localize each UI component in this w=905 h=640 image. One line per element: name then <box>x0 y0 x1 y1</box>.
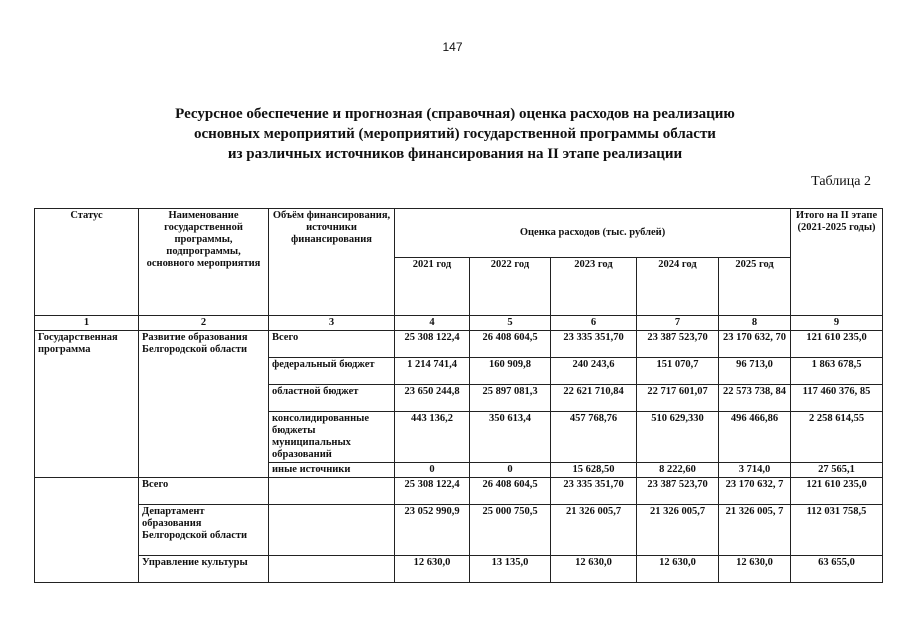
value-cell: 12 630,0 <box>637 556 719 583</box>
table-row <box>35 331 883 358</box>
value-cell: 1 863 678,5 <box>791 358 883 385</box>
resource-table <box>34 208 883 583</box>
source-cell: консолидированные бюджеты муниципальных образований <box>269 412 395 463</box>
value-cell: 23 335 351,70 <box>551 331 637 358</box>
value-cell: 21 326 005, 7 <box>719 505 791 556</box>
title-line: из различных источников финансирования на II этапе реализации <box>227 146 683 162</box>
status-cell <box>35 505 139 556</box>
column-number: 2 <box>139 316 269 331</box>
value-cell: 0 <box>395 463 470 478</box>
column-number: 5 <box>470 316 551 331</box>
value-cell: 0 <box>470 463 551 478</box>
source-cell: областной бюджет <box>269 385 395 412</box>
program-status: Государственная программа <box>35 331 139 478</box>
value-cell: 117 460 376, 85 <box>791 385 883 412</box>
value-cell: 23 387 523,70 <box>637 331 719 358</box>
table-row <box>35 556 883 583</box>
header-year: 2022 год <box>470 258 551 316</box>
title-line: основных мероприятий (мероприятий) государственной программы области <box>194 126 716 142</box>
header-total: Итого на II этапе (2021-2025 годы) <box>791 209 883 316</box>
value-cell: 27 565,1 <box>791 463 883 478</box>
title-line: Ресурсное обеспечение и прогнозная (справочная) оценка расходов на реализацию <box>175 106 735 122</box>
column-number: 1 <box>35 316 139 331</box>
document-title <box>60 104 850 164</box>
value-cell: 12 630,0 <box>551 556 637 583</box>
executor-name: Всего <box>139 478 269 505</box>
header-year: 2024 год <box>637 258 719 316</box>
value-cell: 26 408 604,5 <box>470 478 551 505</box>
table-label: Таблица 2 <box>811 174 871 189</box>
header-estimate: Оценка расходов (тыс. рублей) <box>395 209 791 258</box>
column-number-row <box>35 316 883 331</box>
value-cell: 25 308 122,4 <box>395 331 470 358</box>
value-cell: 151 070,7 <box>637 358 719 385</box>
table-row <box>35 478 883 505</box>
status-cell <box>35 556 139 583</box>
resource-table-wrapper <box>34 208 882 583</box>
header-year: 2025 год <box>719 258 791 316</box>
source-cell <box>269 556 395 583</box>
value-cell: 22 573 738, 84 <box>719 385 791 412</box>
column-number: 6 <box>551 316 637 331</box>
source-cell: иные источники <box>269 463 395 478</box>
value-cell: 23 650 244,8 <box>395 385 470 412</box>
header-row <box>35 209 883 258</box>
value-cell: 12 630,0 <box>395 556 470 583</box>
header-year: 2021 год <box>395 258 470 316</box>
value-cell: 13 135,0 <box>470 556 551 583</box>
value-cell: 63 655,0 <box>791 556 883 583</box>
value-cell: 22 717 601,07 <box>637 385 719 412</box>
column-number: 9 <box>791 316 883 331</box>
page-number: 147 <box>442 40 463 54</box>
value-cell: 23 170 632, 7 <box>719 478 791 505</box>
source-cell: Всего <box>269 331 395 358</box>
header-volume: Объём финансирования, источники финансирования <box>269 209 395 316</box>
table-row <box>35 505 883 556</box>
source-cell: федеральный бюджет <box>269 358 395 385</box>
value-cell: 21 326 005,7 <box>637 505 719 556</box>
value-cell: 23 387 523,70 <box>637 478 719 505</box>
value-cell: 23 335 351,70 <box>551 478 637 505</box>
value-cell: 112 031 758,5 <box>791 505 883 556</box>
value-cell: 12 630,0 <box>719 556 791 583</box>
value-cell: 21 326 005,7 <box>551 505 637 556</box>
value-cell: 496 466,86 <box>719 412 791 463</box>
value-cell: 23 170 632, 70 <box>719 331 791 358</box>
executor-name: Управление культуры <box>139 556 269 583</box>
source-cell <box>269 505 395 556</box>
column-number: 8 <box>719 316 791 331</box>
header-year: 2023 год <box>551 258 637 316</box>
value-cell: 15 628,50 <box>551 463 637 478</box>
executor-name: Департамент образования Белгородской области <box>139 505 269 556</box>
column-number: 3 <box>269 316 395 331</box>
value-cell: 25 308 122,4 <box>395 478 470 505</box>
value-cell: 443 136,2 <box>395 412 470 463</box>
header-name: Наименование государственной программы, подпрограммы, основного мероприятия <box>139 209 269 316</box>
value-cell: 2 258 614,55 <box>791 412 883 463</box>
value-cell: 25 000 750,5 <box>470 505 551 556</box>
value-cell: 22 621 710,84 <box>551 385 637 412</box>
source-cell <box>269 478 395 505</box>
header-status: Статус <box>35 209 139 316</box>
value-cell: 160 909,8 <box>470 358 551 385</box>
column-number: 7 <box>637 316 719 331</box>
value-cell: 1 214 741,4 <box>395 358 470 385</box>
value-cell: 457 768,76 <box>551 412 637 463</box>
value-cell: 350 613,4 <box>470 412 551 463</box>
value-cell: 121 610 235,0 <box>791 331 883 358</box>
value-cell: 240 243,6 <box>551 358 637 385</box>
status-cell <box>35 478 139 505</box>
value-cell: 96 713,0 <box>719 358 791 385</box>
value-cell: 8 222,60 <box>637 463 719 478</box>
program-name: Развитие образования Белгородской области <box>139 331 269 478</box>
value-cell: 25 897 081,3 <box>470 385 551 412</box>
value-cell: 23 052 990,9 <box>395 505 470 556</box>
value-cell: 510 629,330 <box>637 412 719 463</box>
value-cell: 26 408 604,5 <box>470 331 551 358</box>
column-number: 4 <box>395 316 470 331</box>
value-cell: 121 610 235,0 <box>791 478 883 505</box>
value-cell: 3 714,0 <box>719 463 791 478</box>
